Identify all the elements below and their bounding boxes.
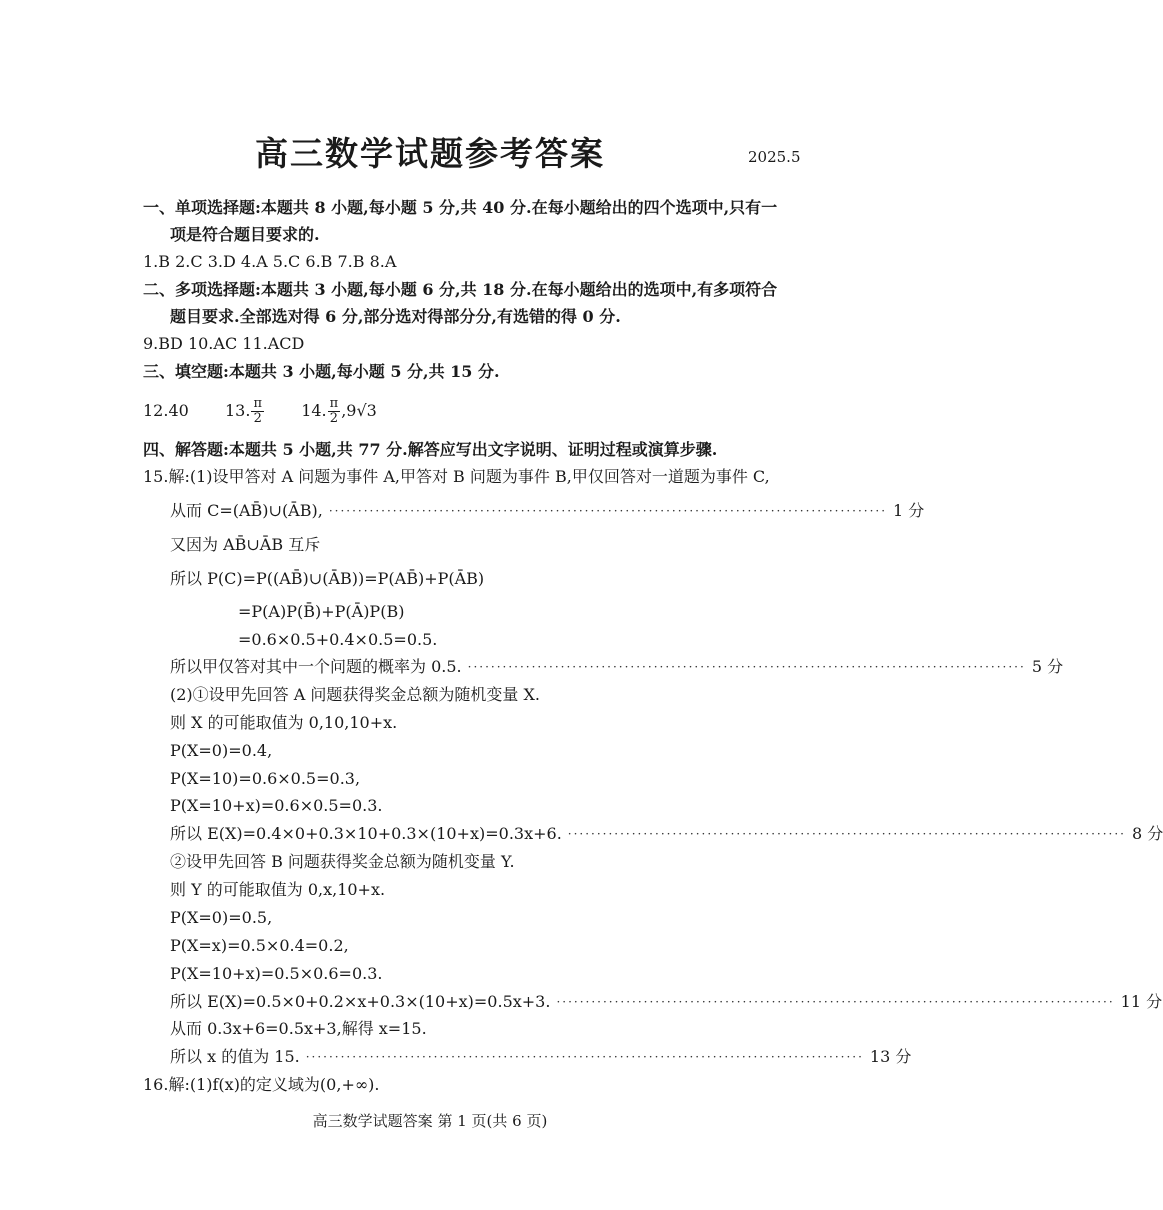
- solution-line: P(X=x)=0.5×0.4=0.2,: [170, 936, 349, 955]
- solution-line: P(X=10+x)=0.6×0.5=0.3.: [170, 796, 383, 815]
- section1-answers: 1.B 2.C 3.D 4.A 5.C 6.B 7.B 8.A: [143, 252, 397, 271]
- answer-13-numerator: π: [253, 396, 262, 411]
- section3-answers: [143, 397, 377, 426]
- answer-12: 12.40: [143, 401, 189, 420]
- section2-header-line1: 二、多项选择题:本题共 3 小题,每小题 6 分,共 18 分.在每小题给出的选项中,有多项符合: [143, 280, 778, 299]
- section1-header-line2: 项是符合题目要求的.: [170, 225, 320, 244]
- solution-scored-line: [170, 991, 1163, 1013]
- leader-dots: ································································································: [305, 1050, 864, 1064]
- score-label: 1 分: [893, 501, 925, 520]
- leader-dots: ································································································: [567, 827, 1126, 841]
- solution-scored-line: [170, 500, 925, 522]
- page-title: 高三数学试题参考答案: [255, 134, 605, 173]
- solution-text: 所以 x 的值为 15.: [170, 1047, 300, 1066]
- solution-line: P(X=10)=0.6×0.5=0.3,: [170, 769, 361, 788]
- solution-line: (2)①设甲先回答 A 问题获得奖金总额为随机变量 X.: [170, 685, 540, 704]
- answer-14-fraction: [328, 397, 341, 426]
- solution-scored-line: [170, 656, 1064, 678]
- solution-line: P(X=0)=0.4,: [170, 741, 273, 760]
- solution-line: P(X=0)=0.5,: [170, 908, 273, 927]
- leader-dots: ································································································: [328, 504, 888, 518]
- section2-answers: 9.BD 10.AC 11.ACD: [143, 334, 305, 353]
- leader-dots: ································································································: [467, 660, 1026, 674]
- section2-header-line2: 题目要求.全部选对得 6 分,部分选对得部分分,有选错的得 0 分.: [170, 307, 621, 326]
- solution-line: ②设甲先回答 B 问题获得奖金总额为随机变量 Y.: [170, 852, 515, 871]
- solution-line: 15.解:(1)设甲答对 A 问题为事件 A,甲答对 B 问题为事件 B,甲仅回答对一道题为事件 C,: [143, 467, 770, 486]
- solution-line: 则 Y 的可能取值为 0,x,10+x.: [170, 880, 386, 899]
- answer-14-denominator: 2: [329, 411, 339, 426]
- exam-date: 2025.5: [748, 148, 801, 166]
- leader-dots: ································································································: [556, 995, 1115, 1009]
- section3-header: 三、填空题:本题共 3 小题,每小题 5 分,共 15 分.: [143, 362, 500, 381]
- page-footer: 高三数学试题答案 第 1 页(共 6 页): [312, 1112, 548, 1130]
- score-label: 11 分: [1120, 992, 1163, 1011]
- section4-header: 四、解答题:本题共 5 小题,共 77 分.解答应写出文字说明、证明过程或演算步骤.: [143, 440, 718, 459]
- answer-14-numerator: π: [329, 396, 339, 411]
- solution-line: 16.解:(1)f(x)的定义域为(0,+∞).: [143, 1075, 380, 1094]
- solution-text: 从而 C=(AB̄)∪(ĀB),: [170, 501, 323, 520]
- solution-text: 所以 E(X)=0.4×0+0.3×10+0.3×(10+x)=0.3x+6.: [170, 824, 562, 843]
- solution-text: 所以甲仅答对其中一个问题的概率为 0.5.: [170, 657, 462, 676]
- solution-scored-line: [170, 1046, 912, 1068]
- score-label: 5 分: [1031, 657, 1064, 676]
- solution-line: 则 X 的可能取值为 0,10,10+x.: [170, 713, 398, 732]
- solution-text: 所以 E(X)=0.5×0+0.2×x+0.3×(10+x)=0.5x+3.: [170, 992, 551, 1011]
- answer-13-label: 13.: [225, 401, 251, 420]
- solution-line: 所以 P(C)=P((AB̄)∪(ĀB))=P(AB̄)+P(ĀB): [170, 569, 485, 588]
- solution-scored-line: [170, 823, 1163, 845]
- answer-14-rest: ,9√3: [341, 401, 377, 420]
- solution-line: 又因为 AB̄∪ĀB 互斥: [170, 535, 321, 554]
- answer-13-fraction: [251, 397, 264, 426]
- answer-13-denominator: 2: [253, 411, 262, 426]
- solution-line: 从而 0.3x+6=0.5x+3,解得 x=15.: [170, 1019, 427, 1038]
- score-label: 13 分: [869, 1047, 912, 1066]
- solution-line: P(X=10+x)=0.5×0.6=0.3.: [170, 964, 383, 983]
- solution-line: =P(A)P(B̄)+P(Ā)P(B): [238, 602, 405, 621]
- answer-14-label: 14.: [301, 401, 327, 420]
- solution-line: =0.6×0.5+0.4×0.5=0.5.: [238, 630, 438, 649]
- score-label: 8 分: [1131, 824, 1163, 843]
- section1-header-line1: 一、单项选择题:本题共 8 小题,每小题 5 分,共 40 分.在每小题给出的四个选项中,只有一: [143, 198, 778, 217]
